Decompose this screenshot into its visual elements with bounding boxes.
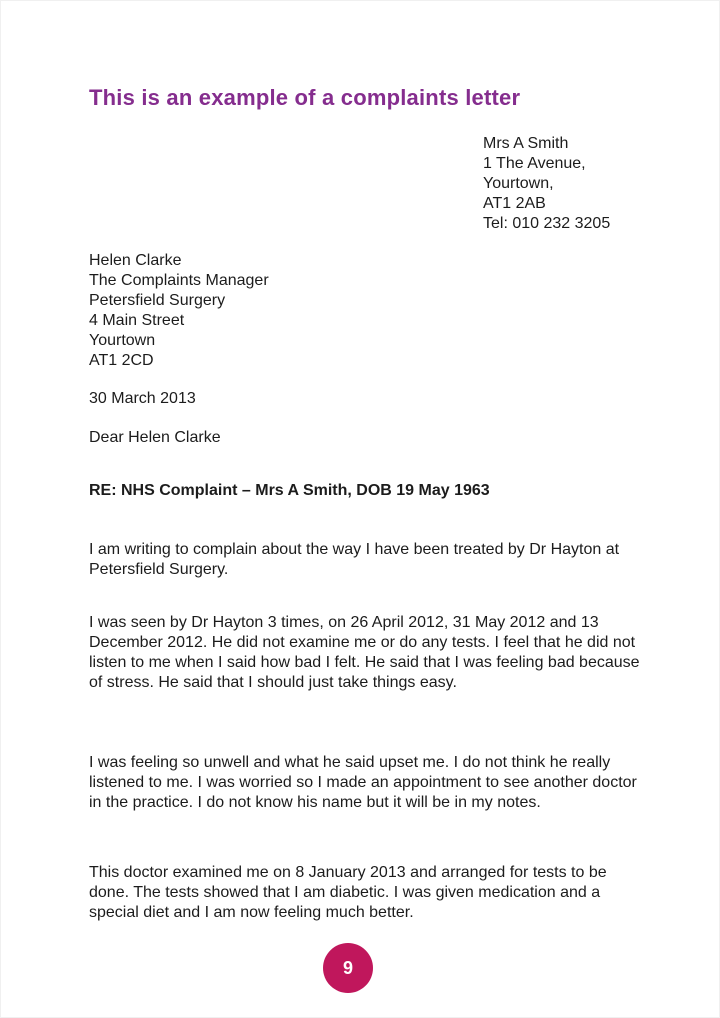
salutation: Dear Helen Clarke	[89, 429, 221, 446]
sender-street: 1 The Avenue,	[483, 155, 586, 172]
paragraph-second-opinion: I was feeling so unwell and what he said upset me. I do not think he really listened to me. I was worried so I made an appointment to see another doctor in the practice. I do not know his name but it will be in my notes.	[89, 754, 637, 811]
recipient-postcode: AT1 2CD	[89, 352, 154, 369]
page-number-badge	[323, 943, 373, 993]
recipient-role: The Complaints Manager	[89, 272, 269, 289]
sender-name: Mrs A Smith	[483, 135, 569, 152]
paragraph-visits: I was seen by Dr Hayton 3 times, on 26 April 2012, 31 May 2012 and 13 December 2012. He did not examine me or do any tests. I feel that he did not listen to me when I said how bad I felt. He said that I was feeling bad because of stress. He said that I should just take things easy.	[89, 614, 640, 691]
paragraph-intro: I am writing to complain about the way I have been treated by Dr Hayton at Petersfield Surgery.	[89, 541, 620, 578]
sender-postcode: AT1 2AB	[483, 195, 546, 212]
recipient-address-block	[89, 251, 269, 371]
sender-address-block	[483, 134, 610, 234]
page-title: This is an example of a complaints letter	[89, 85, 521, 110]
paragraph-diagnosis: This doctor examined me on 8 January 2013 and arranged for tests to be done. The tests showed that I am diabetic. I was given medication and a special diet and I am now feeling much better.	[89, 864, 607, 921]
recipient-street: 4 Main Street	[89, 312, 185, 329]
recipient-organisation: Petersfield Surgery	[89, 292, 226, 309]
recipient-name: Helen Clarke	[89, 252, 182, 269]
letter-date: 30 March 2013	[89, 390, 196, 407]
sender-town: Yourtown,	[483, 175, 554, 192]
subject-line: RE: NHS Complaint – Mrs A Smith, DOB 19 May 1963	[89, 482, 490, 499]
page-number: 9	[342, 957, 353, 978]
recipient-town: Yourtown	[89, 332, 156, 349]
sender-phone: Tel: 010 232 3205	[483, 215, 611, 232]
